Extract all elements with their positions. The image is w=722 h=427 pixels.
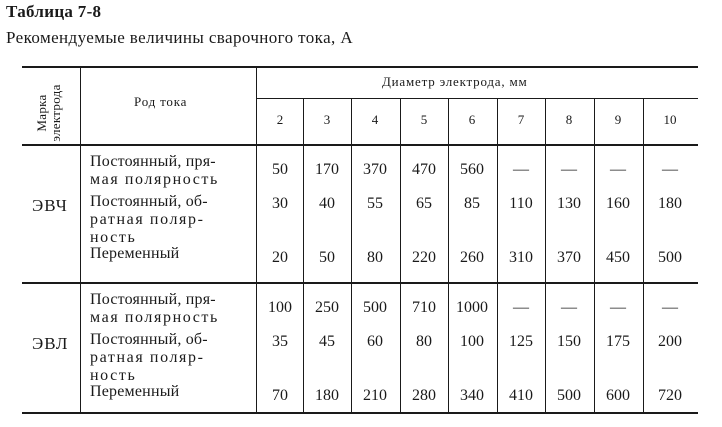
current-value-cell: 200: [658, 333, 682, 350]
current-value-cell: —: [610, 299, 626, 316]
diameter-col-header-6: 6: [468, 112, 476, 127]
current-value-cell: 100: [268, 299, 292, 316]
current-value-cell: 60: [367, 333, 383, 350]
current-value-cell: 450: [606, 249, 630, 266]
current-value-cell: 250: [315, 299, 339, 316]
table-label: Таблица 7-8: [6, 2, 102, 21]
current-value-cell: 560: [460, 161, 484, 178]
current-value-cell: 100: [460, 333, 484, 350]
diameter-col-header-2: 2: [276, 112, 284, 127]
current-value-cell: —: [662, 161, 678, 178]
diameter-col-header-5: 5: [420, 112, 428, 127]
current-value-cell: 125: [509, 333, 533, 350]
current-value-cell: —: [561, 299, 577, 316]
current-value-cell: 150: [557, 333, 581, 350]
current-value-cell: 70: [272, 387, 288, 404]
current-value-cell: —: [662, 299, 678, 316]
current-value-cell: 470: [412, 161, 436, 178]
current-value-cell: 50: [319, 249, 335, 266]
current-value-cell: 500: [557, 387, 581, 404]
current-value-cell: 310: [509, 249, 533, 266]
current-type-text: мая полярность: [90, 171, 219, 188]
top-rule: [22, 66, 698, 68]
current-type-text: ность: [90, 229, 137, 246]
current-value-cell: 370: [363, 161, 387, 178]
current-value-cell: 180: [315, 387, 339, 404]
current-value-cell: 1000: [456, 299, 488, 316]
current-value-cell: —: [561, 161, 577, 178]
current-value-cell: 45: [319, 333, 335, 350]
current-type-text: Постоянный, пря-: [90, 291, 216, 308]
current-value-cell: 280: [412, 387, 436, 404]
current-value-cell: 35: [272, 333, 288, 350]
diameter-col-header-8: 8: [565, 112, 573, 127]
electrode-mark: ЭВЛ: [32, 334, 69, 353]
current-value-cell: 55: [367, 195, 383, 212]
current-type-text: Постоянный, об-: [90, 193, 208, 210]
current-value-cell: 500: [658, 249, 682, 266]
current-value-cell: 260: [460, 249, 484, 266]
current-type-text: Переменный: [90, 245, 180, 262]
electrode-mark: ЭВЧ: [32, 196, 68, 215]
current-value-cell: 710: [412, 299, 436, 316]
current-value-cell: 85: [464, 195, 480, 212]
current-value-cell: 180: [658, 195, 682, 212]
current-value-cell: 40: [319, 195, 335, 212]
current-value-cell: 175: [606, 333, 630, 350]
current-value-cell: 720: [658, 387, 682, 404]
current-value-cell: 80: [416, 333, 432, 350]
current-value-cell: —: [513, 299, 529, 316]
header-rule: [22, 144, 698, 146]
current-value-cell: 80: [367, 249, 383, 266]
current-value-cell: —: [610, 161, 626, 178]
current-type-text: мая полярность: [90, 309, 219, 326]
current-value-cell: 220: [412, 249, 436, 266]
current-type-text: Постоянный, об-: [90, 331, 208, 348]
current-value-cell: 210: [363, 387, 387, 404]
diameter-group-header: Диаметр электрода, мм: [382, 74, 528, 89]
current-value-cell: 130: [557, 195, 581, 212]
current-value-cell: 370: [557, 249, 581, 266]
current-type-text: Переменный: [90, 383, 180, 400]
diameter-col-header-9: 9: [614, 112, 622, 127]
current-value-cell: 600: [606, 387, 630, 404]
bottom-rule: [22, 412, 698, 414]
current-value-cell: 500: [363, 299, 387, 316]
diameter-col-header-3: 3: [323, 112, 331, 127]
current-type-text: ратная поляр-: [90, 349, 205, 366]
current-type-text: Постоянный, пря-: [90, 153, 216, 170]
diameter-col-header-4: 4: [371, 112, 379, 127]
current-value-cell: 340: [460, 387, 484, 404]
current-value-cell: 20: [272, 249, 288, 266]
current-type-text: ратная поляр-: [90, 211, 205, 228]
current-type-text: ность: [90, 367, 137, 384]
current-value-cell: 110: [509, 195, 533, 212]
diameter-col-header-10: 10: [663, 112, 677, 127]
current-value-cell: 160: [606, 195, 630, 212]
col-divider-mark: [80, 66, 81, 414]
current-type-header: Род тока: [134, 94, 188, 109]
current-value-cell: 410: [509, 387, 533, 404]
diameter-col-header-7: 7: [517, 112, 525, 127]
current-value-cell: —: [513, 161, 529, 178]
col-divider-d10: [643, 98, 644, 414]
current-value-cell: 30: [272, 195, 288, 212]
mark-column-header: Марка электрода: [34, 84, 63, 142]
group-divider-rule: [22, 282, 698, 284]
diameter-subrule: [256, 98, 698, 99]
table-caption: Рекомендуемые величины сварочного тока, А: [6, 28, 353, 47]
current-value-cell: 65: [416, 195, 432, 212]
current-value-cell: 170: [315, 161, 339, 178]
current-value-cell: 50: [272, 161, 288, 178]
